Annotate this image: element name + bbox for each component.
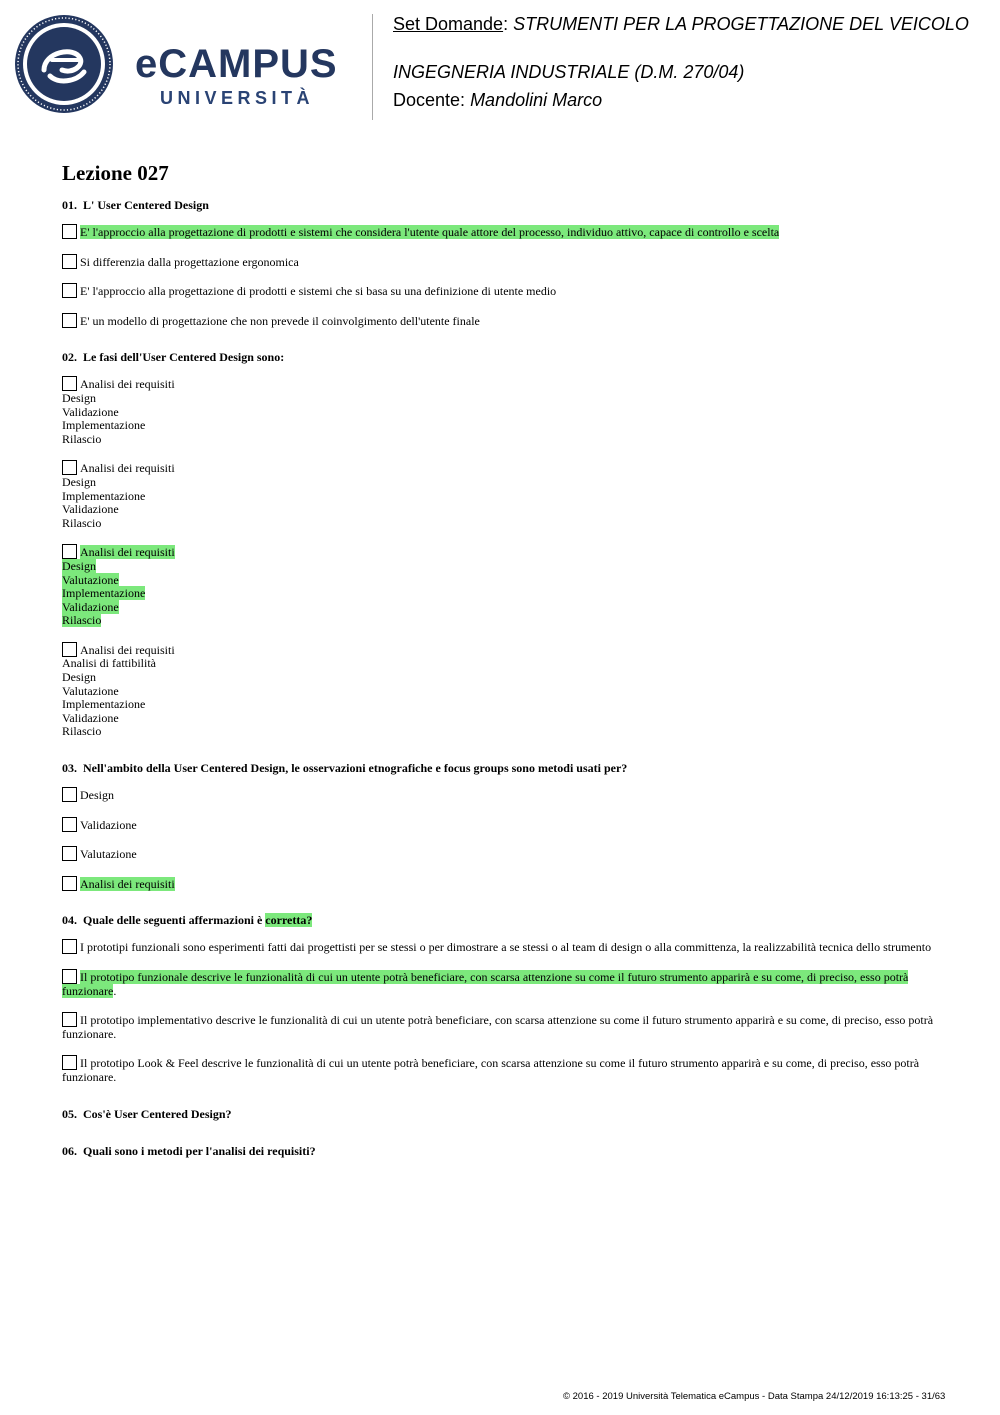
answer-checkbox[interactable] <box>62 846 77 861</box>
question-number: 03. <box>62 761 77 776</box>
answer-text: Design <box>62 558 96 573</box>
answer-checkbox[interactable] <box>62 787 77 802</box>
answer-option <box>62 376 942 446</box>
answer-option <box>62 313 942 329</box>
question-number: 04. <box>62 913 77 928</box>
answer-option <box>62 460 942 530</box>
answer-text: Analisi dei requisiti <box>80 545 175 560</box>
answer-option <box>62 846 942 862</box>
answer-checkbox[interactable] <box>62 1012 77 1027</box>
answer-checkbox[interactable] <box>62 876 77 891</box>
answer-checkbox[interactable] <box>62 283 77 298</box>
page-footer: © 2016 - 2019 Università Telematica eCampus - Data Stampa 24/12/2019 16:13:25 - 31/63 <box>563 1391 946 1402</box>
question-number: 01. <box>62 198 77 212</box>
answer-text: Il prototipo Look & Feel descrive le funzionalità di cui un utente potrà beneficiare, con scarsa attenzione su come il futuro strumento apparirà e su come, di preciso, esso potrà funzionare. <box>62 1056 920 1084</box>
answer-checkbox[interactable] <box>62 1055 77 1070</box>
answer-option <box>62 1012 942 1041</box>
answer-option <box>62 642 942 739</box>
answer-text: Rilascio <box>62 431 102 446</box>
answer-checkbox[interactable] <box>62 939 77 954</box>
question-title <box>62 198 942 213</box>
answer-text: Valutazione <box>62 572 119 587</box>
teacher-line <box>393 90 602 111</box>
course-name: INGEGNERIA INDUSTRIALE (D.M. 270/04) <box>393 62 745 82</box>
answer-text: Design <box>62 474 96 489</box>
question-text: Quali sono i metodi per l'analisi dei requisiti? <box>83 1143 316 1158</box>
answer-option <box>62 283 942 299</box>
answer-option <box>62 1055 942 1084</box>
answer-option <box>62 787 942 803</box>
answer-option <box>62 939 942 955</box>
question <box>62 350 942 739</box>
question-text: Quale delle seguenti affermazioni è <box>83 913 263 928</box>
answer-checkbox[interactable] <box>62 544 77 559</box>
answer-checkbox[interactable] <box>62 817 77 832</box>
answer-text: Si differenzia dalla progettazione ergonomica <box>80 254 299 269</box>
question <box>62 1107 942 1122</box>
ecampus-wordmark-logo <box>135 44 355 114</box>
lesson-title: Lezione 027 <box>62 161 169 185</box>
answer-text: Analisi dei requisiti <box>80 642 175 657</box>
question <box>62 1144 942 1159</box>
answer-text: Analisi di fattibilità <box>62 656 156 671</box>
answer-text: Analisi dei requisiti <box>80 461 175 476</box>
answer-text: Validazione <box>62 599 119 614</box>
question-text-highlight: corretta? <box>265 913 313 928</box>
question <box>62 198 942 328</box>
answer-option <box>62 254 942 270</box>
answer-checkbox[interactable] <box>62 224 77 239</box>
answer-text: Validazione <box>80 817 137 832</box>
answer-option-correct <box>62 224 942 240</box>
question-set <box>62 160 942 1181</box>
answer-text: Validazione <box>62 502 119 517</box>
answer-text: Implementazione <box>62 697 146 712</box>
question-number: 02. <box>62 350 77 365</box>
question-number: 06. <box>62 1143 77 1158</box>
question-title <box>62 1144 942 1159</box>
answer-option-correct <box>62 544 942 628</box>
answer-checkbox[interactable] <box>62 254 77 269</box>
question-number: 05. <box>62 1106 77 1121</box>
ecampus-seal-logo <box>14 14 114 114</box>
answer-text: Analisi dei requisiti <box>80 876 175 891</box>
answer-text: E' un modello di progettazione che non prevede il coinvolgimento dell'utente finale <box>80 313 480 328</box>
question <box>62 761 942 891</box>
answer-text: Il prototipo implementativo descrive le funzionalità di cui un utente potrà beneficiare, con scarsa attenzione su come il futuro strumento apparirà e su come, di preciso, esso potrà funzionare. <box>62 1013 934 1041</box>
answer-text: Implementazione <box>62 418 146 433</box>
answer-text: Rilascio <box>62 515 102 530</box>
answer-text: Valutazione <box>62 683 119 698</box>
answer-text: Analisi dei requisiti <box>80 377 175 392</box>
question-title <box>62 761 942 776</box>
question-title <box>62 913 942 928</box>
answer-text: Implementazione <box>62 586 146 601</box>
answer-text: Design <box>62 390 96 405</box>
question-title <box>62 350 942 365</box>
questions-list <box>62 198 942 1159</box>
answer-option-correct <box>62 969 942 998</box>
answer-text: Design <box>80 788 114 803</box>
set-title: STRUMENTI PER LA PROGETTAZIONE DEL VEICOLO <box>513 14 969 34</box>
question-text: Nell'ambito della User Centered Design, le osservazioni etnografiche e focus groups sono metodi usati per? <box>83 761 628 776</box>
set-label: Set Domande <box>393 14 504 34</box>
answer-text: Rilascio <box>62 724 102 739</box>
answer-checkbox[interactable] <box>62 313 77 328</box>
logo-brand-text: eCAMPUS <box>135 42 338 86</box>
teacher-label: Docente: <box>393 90 466 110</box>
answer-checkbox[interactable] <box>62 376 77 391</box>
answer-text: Validazione <box>62 404 119 419</box>
question <box>62 913 942 1084</box>
answer-option <box>62 817 942 833</box>
answer-text: E' l'approccio alla progettazione di prodotti e sistemi che considera l'utente quale attore del processo, individuo attivo, capace di controllo e scelta <box>80 225 780 239</box>
answer-text: Il prototipo funzionale descrive le funzionalità di cui un utente potrà beneficiare, con scarsa attenzione su come il futuro strumento apparirà e su come, di preciso, esso potrà funzionare <box>62 970 909 998</box>
answer-text: Validazione <box>62 710 119 725</box>
answer-checkbox[interactable] <box>62 642 77 657</box>
answer-text: I prototipi funzionali sono esperimenti fatti dai progettisti per se stessi o per dimostrare a se stessi o al team di design o alla committenza, la realizzabilità tecnica dello strumento <box>80 940 932 955</box>
answer-checkbox[interactable] <box>62 969 77 984</box>
question-text: Le fasi dell'User Centered Design sono: <box>83 350 285 365</box>
question-title <box>62 1107 942 1122</box>
teacher-name: Mandolini Marco <box>470 90 603 110</box>
answer-text: Design <box>62 670 96 685</box>
question-text: Cos'è User Centered Design? <box>83 1106 232 1121</box>
header-divider <box>372 14 373 120</box>
answer-text-tail: . <box>113 983 117 998</box>
page-header <box>0 0 1000 130</box>
answer-text: Valutazione <box>80 847 137 862</box>
answer-text: Rilascio <box>62 613 102 628</box>
set-title-line: Set Domande: STRUMENTI PER LA PROGETTAZIONE DEL VEICOLO <box>393 14 969 34</box>
answer-text: E' l'approccio alla progettazione di prodotti e sistemi che si basa su una definizione di utente medio <box>80 284 557 299</box>
question-text: L' User Centered Design <box>83 198 209 212</box>
logo-sub-text: UNIVERSITÀ <box>160 88 315 108</box>
answer-option-correct <box>62 876 942 892</box>
answer-checkbox[interactable] <box>62 460 77 475</box>
answer-text: Implementazione <box>62 488 146 503</box>
